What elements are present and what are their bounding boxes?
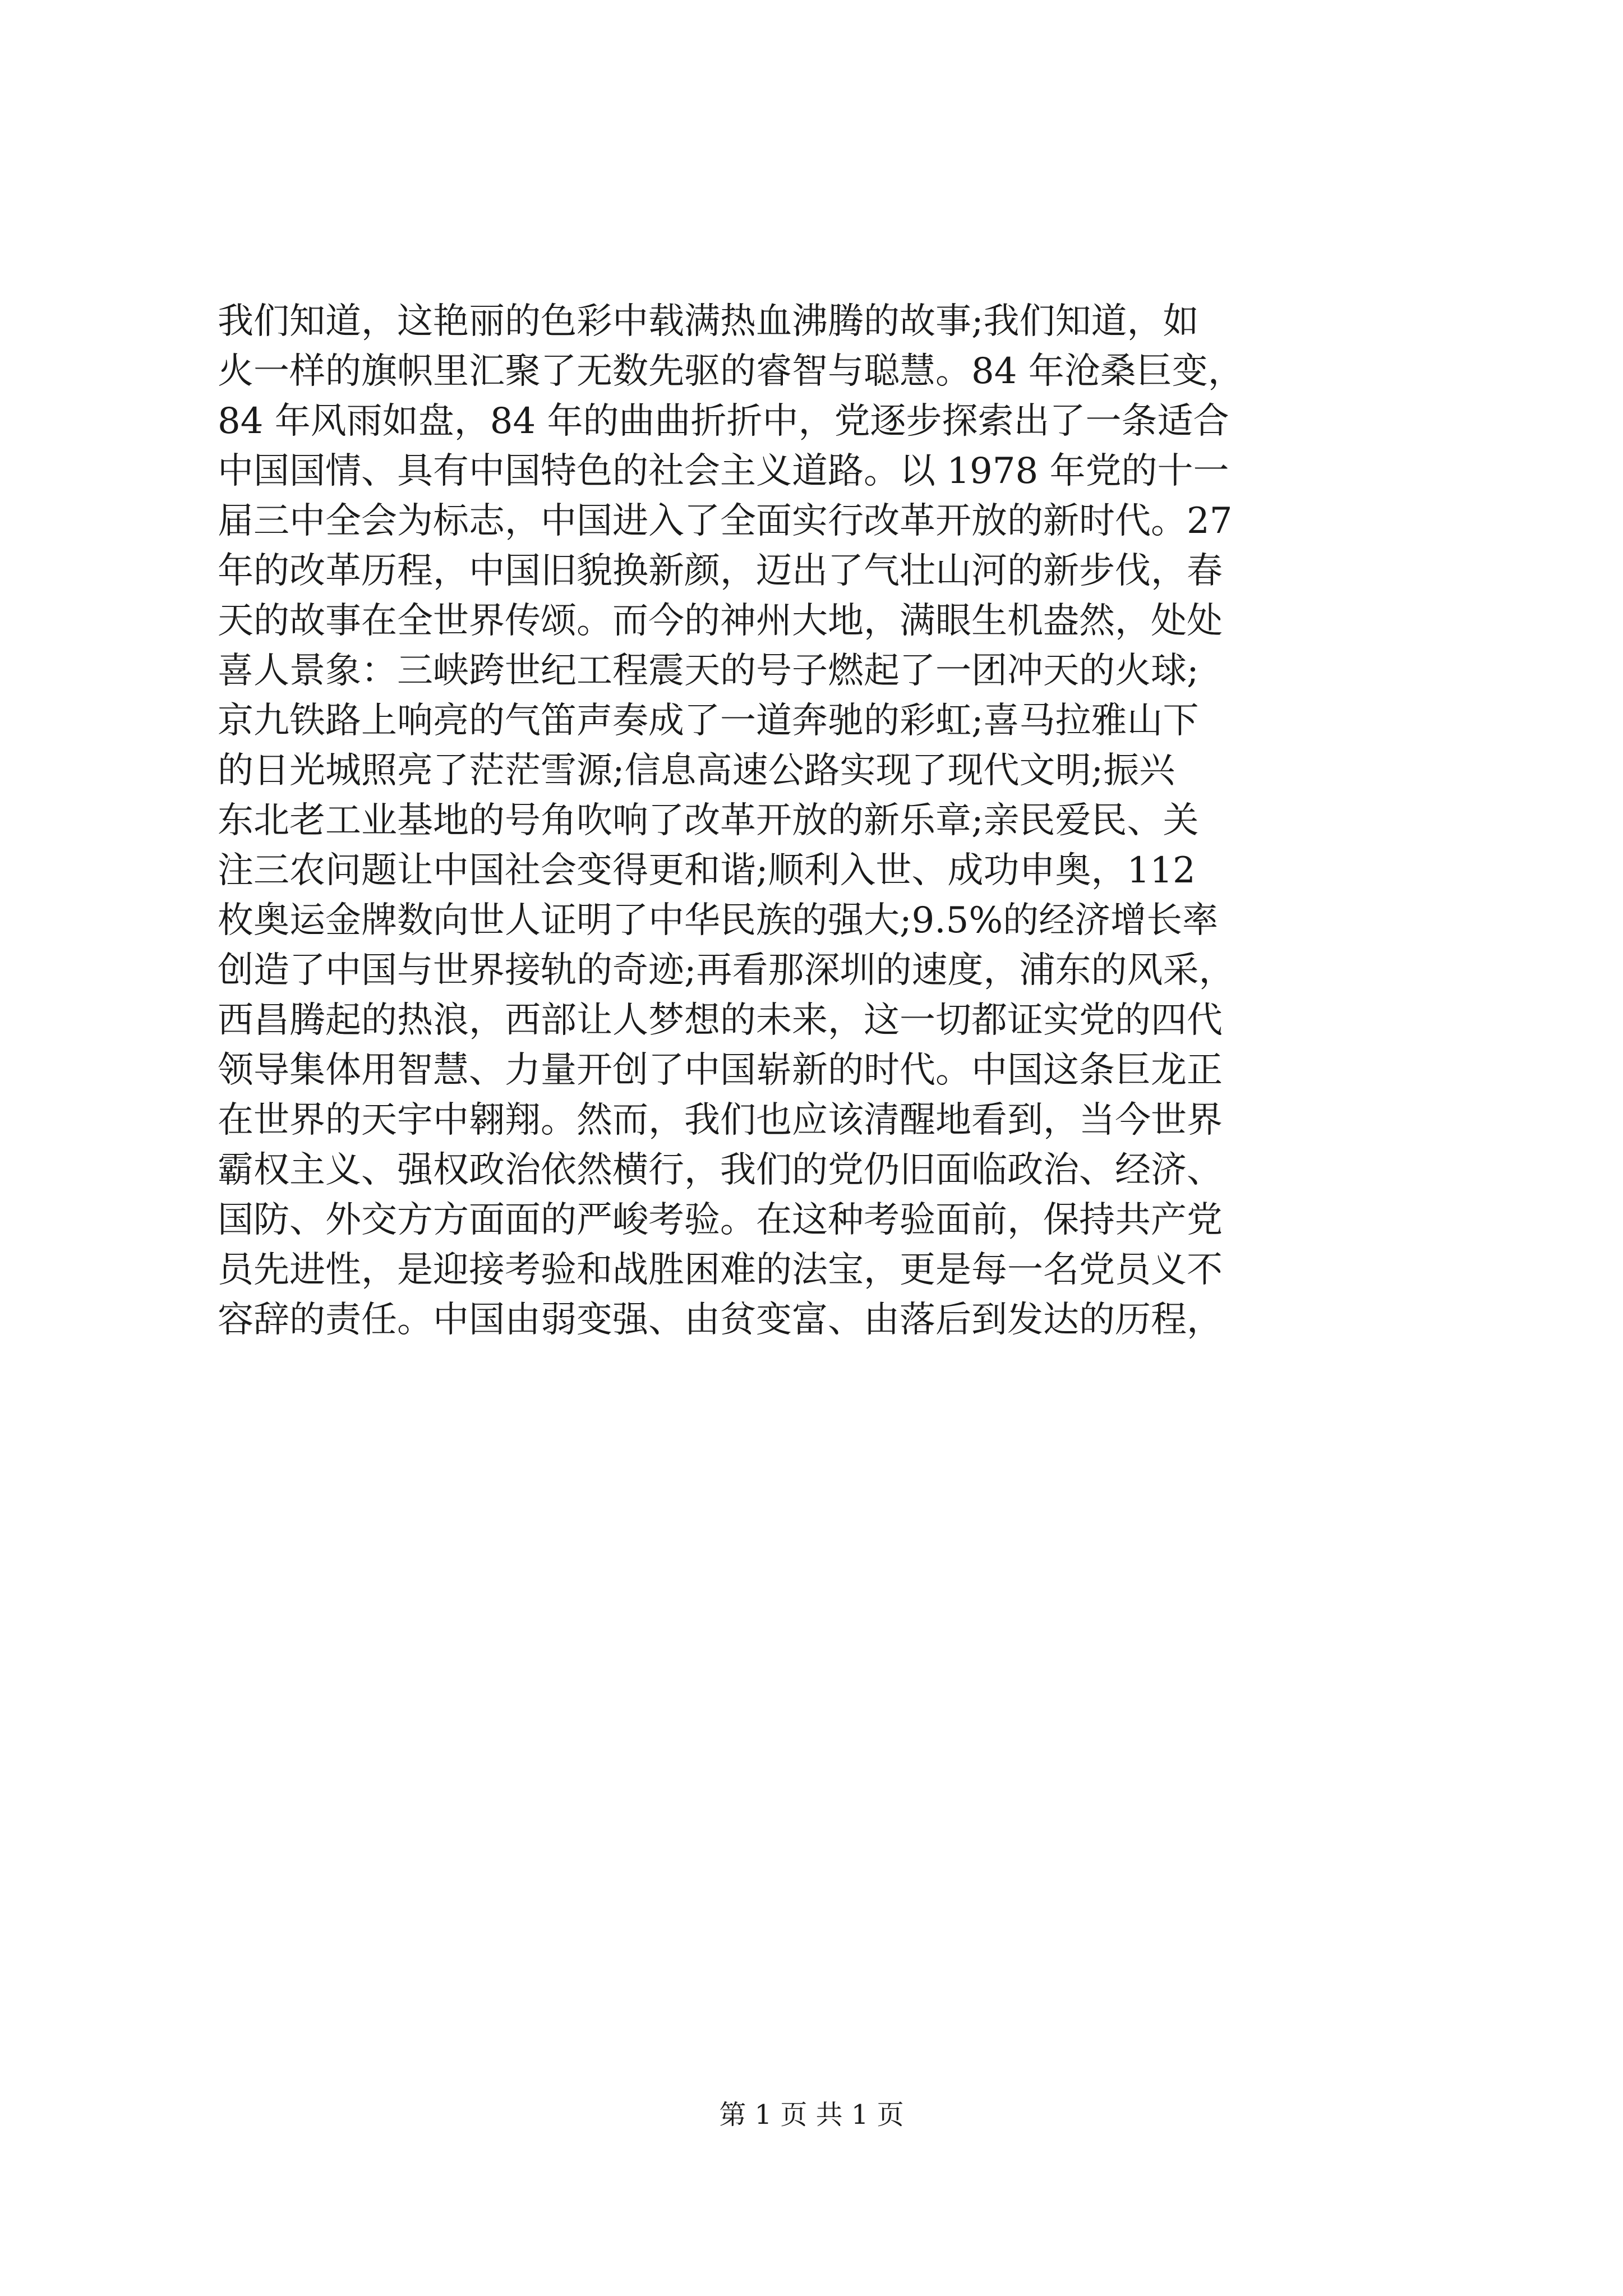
text-line: 喜人景象：三峡跨世纪工程震天的号子燃起了一团冲天的火球; (218, 650, 1199, 692)
text-line: 火一样的旗帜里汇聚了无数先驱的睿智与聪慧。84 年沧桑巨变， (218, 351, 1244, 392)
text-line: 京九铁路上响亮的气笛声奏成了一道奔驰的彩虹;喜马拉雅山下 (218, 700, 1199, 742)
text-line: 容辞的责任。中国由弱变强、由贫变富、由落后到发达的历程， (218, 1299, 1223, 1341)
text-line: 员先进性，是迎接考验和战胜困难的法宝，更是每一名党员义不 (218, 1249, 1223, 1291)
text-line: 中国国情、具有中国特色的社会主义道路。以 1978 年党的十一 (218, 450, 1229, 492)
text-line: 在世界的天宇中翱翔。然而，我们也应该清醒地看到，当今世界 (218, 1099, 1223, 1141)
text-line: 注三农问题让中国社会变得更和谐;顺利入世、成功申奥，112 (218, 850, 1196, 891)
text-line: 我们知道，这艳丽的色彩中载满热血沸腾的故事;我们知道，如 (218, 301, 1199, 342)
text-line: 84 年风雨如盘，84 年的曲曲折折中，党逐步探索出了一条适合 (218, 401, 1229, 442)
text-line: 创造了中国与世界接轨的奇迹;再看那深圳的速度，浦东的风采， (218, 950, 1235, 991)
text-line: 天的故事在全世界传颂。而今的神州大地，满眼生机盎然，处处 (218, 600, 1223, 642)
text-line: 届三中全会为标志，中国进入了全面实行改革开放的新时代。27 (218, 500, 1233, 542)
text-line: 的日光城照亮了茫茫雪源;信息高速公路实现了现代文明;振兴 (218, 750, 1175, 792)
text-line: 枚奥运金牌数向世人证明了中华民族的强大;9.5%的经济增长率 (218, 900, 1219, 941)
text-line: 领导集体用智慧、力量开创了中国崭新的时代。中国这条巨龙正 (218, 1050, 1223, 1091)
text-line: 年的改革历程，中国旧貌换新颜，迈出了气壮山河的新步伐，春 (218, 550, 1223, 592)
page-footer: 第 1 页 共 1 页 (719, 2099, 904, 2131)
text-line: 霸权主义、强权政治依然横行，我们的党仍旧面临政治、经济、 (218, 1149, 1223, 1191)
text-line: 国防、外交方方面面的严峻考验。在这种考验面前，保持共产党 (218, 1199, 1223, 1241)
text-line: 东北老工业基地的号角吹响了改革开放的新乐章;亲民爱民、关 (218, 800, 1199, 841)
text-line: 西昌腾起的热浪，西部让人梦想的未来，这一切都证实党的四代 (218, 1000, 1223, 1041)
body-paragraph (218, 297, 1429, 1345)
